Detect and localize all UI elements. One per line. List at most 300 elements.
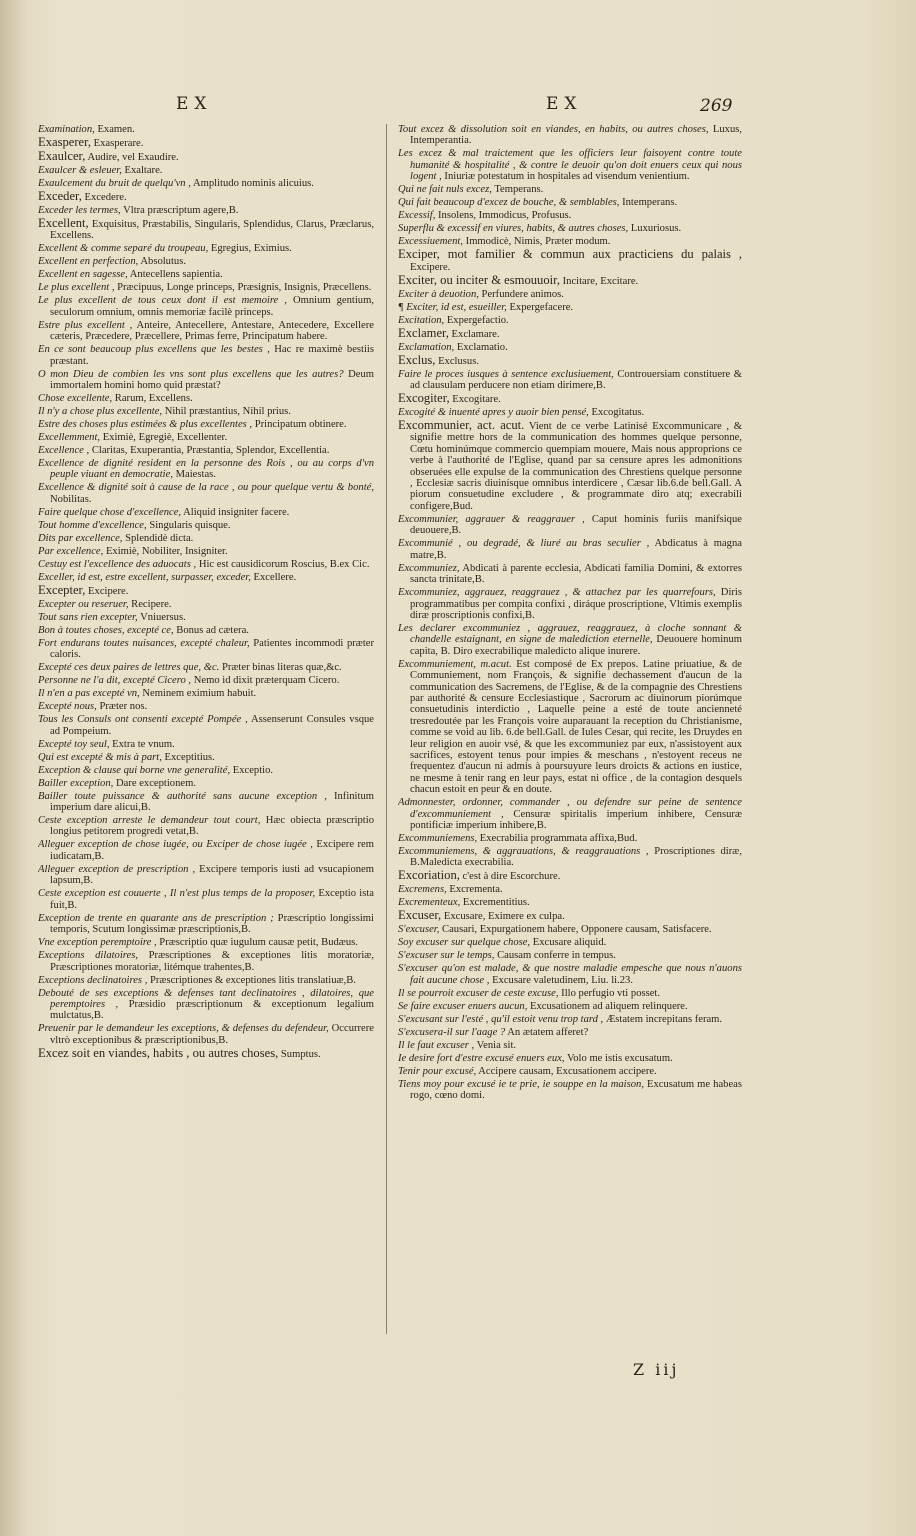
entry-headword: Excommunier, aggrauer & reaggrauer ,	[398, 513, 585, 525]
entry-headword: Se faire excuser enuers aucun,	[398, 1000, 528, 1012]
dictionary-entry	[398, 884, 742, 895]
dictionary-entry	[38, 295, 374, 318]
dictionary-entry	[38, 393, 374, 404]
entry-headword: Exciper, mot familier & commun aux practiciens du palais ,	[398, 247, 742, 262]
entry-headword: S'excuser,	[398, 924, 440, 936]
entry-gloss: Splendidè dicta.	[122, 532, 194, 544]
entry-gloss: Æstatem increpitans feram.	[603, 1013, 723, 1025]
entry-headword: Tout sans rien excepter,	[38, 611, 138, 623]
entry-gloss: Volo me istis excusatum.	[564, 1052, 673, 1064]
running-head-right: EX	[546, 94, 583, 114]
entry-gloss: Luxus, Intemperantia.	[410, 124, 742, 147]
page-number: 269	[700, 96, 733, 116]
entry-headword: Excuser,	[398, 908, 442, 923]
dictionary-entry	[38, 482, 374, 505]
entry-gloss: Exceptio ista fuit,B.	[50, 888, 374, 911]
entry-headword: Exception de trente en quarante ans de prescription ;	[38, 912, 274, 924]
entry-gloss: Immodicè, Nimis, Præter modum.	[463, 236, 611, 248]
entry-headword: Excepté nous,	[38, 701, 97, 713]
entry-headword: Exaulcer & esleuer,	[38, 165, 122, 176]
entry-gloss: An ætatem afferet?	[505, 1026, 589, 1038]
entry-headword: Exception & clause qui borne vne generalité,	[38, 764, 231, 776]
entry-gloss: Excusare aliquid.	[530, 937, 607, 949]
entry-gloss: Excusare, Eximere ex culpa.	[441, 911, 565, 923]
entry-gloss: Accipere causam, Excusationem accipere.	[476, 1065, 657, 1077]
entry-headword: Dits par excellence,	[38, 532, 123, 544]
entry-headword: Le plus excellent de tous ceux dont il est memoire ,	[38, 295, 287, 307]
entry-gloss: Expergefacere.	[506, 301, 574, 313]
entry-gloss: Excogitare.	[449, 394, 501, 406]
dictionary-entry	[38, 419, 374, 430]
entry-gloss: Expergefactio.	[444, 314, 509, 326]
entry-headword: Faire le proces iusques à sentence exclusiuement,	[398, 368, 614, 380]
dictionary-entry	[38, 599, 374, 610]
dictionary-entry	[38, 638, 374, 661]
entry-headword: Tout homme d'excellence,	[38, 519, 147, 531]
entry-gloss: Egregius, Eximius.	[208, 243, 292, 255]
dictionary-entry	[398, 1040, 742, 1051]
entry-gloss: Extra te vnum.	[109, 738, 175, 750]
entry-headword: S'excusera-il sur l'aage ?	[398, 1026, 506, 1038]
entry-headword: Cestuy est l'excellence des aduocats ,	[38, 558, 197, 570]
entry-gloss: Singularis quisque.	[146, 519, 231, 531]
entry-headword: Par excellence,	[38, 545, 104, 557]
entry-headword: Le plus excellent ,	[38, 282, 115, 294]
dictionary-entry	[38, 975, 374, 986]
dictionary-entry	[398, 659, 742, 796]
dictionary-entry	[398, 420, 742, 512]
dictionary-entry	[398, 1079, 742, 1102]
entry-headword: Superflu & excessif en viures, habits, & autres choses,	[398, 223, 629, 235]
dictionary-entry	[398, 797, 742, 831]
entry-gloss: Præcipuus, Longe princeps, Præsignis, Insignis, Præcellens.	[114, 282, 372, 294]
entry-gloss: Excusare valetudinem, Liu. li.23.	[489, 974, 634, 986]
entry-gloss: Exceptitius.	[161, 751, 215, 763]
entry-gloss: Incitare, Excitare.	[559, 275, 639, 287]
entry-gloss: Neminem eximium habuit.	[139, 688, 257, 700]
entry-gloss: Audire, vel Exaudire.	[85, 152, 179, 163]
dictionary-entry	[38, 625, 374, 636]
dictionary-entry	[38, 839, 374, 862]
entry-headword: S'excuser qu'on est malade, & que nostre maladie empesche que nous n'auons fait aucune chose ,	[398, 963, 742, 986]
dictionary-entry	[38, 612, 374, 623]
entry-gloss: Exquisitus, Præstabilis, Singularis, Splendidus, Clarus, Præclarus, Excellens.	[50, 219, 374, 242]
entry-headword: Exclamer,	[398, 325, 449, 340]
dictionary-entry	[38, 269, 374, 280]
dictionary-entry	[398, 1001, 742, 1012]
entry-headword: Exciter, ou inciter & esmouuoir,	[398, 272, 560, 287]
entry-gloss: Maiestas.	[172, 469, 216, 481]
dictionary-entry	[38, 888, 374, 911]
dictionary-entry	[398, 937, 742, 948]
dictionary-entry	[398, 1053, 742, 1064]
entry-gloss: Præscriptiones & exceptiones litis translatiuæ,B.	[147, 974, 356, 986]
entry-headword: ¶ Exciter, id est, esueiller,	[398, 301, 507, 313]
running-head-left: EX	[176, 94, 213, 114]
entry-headword: Debouté de ses exceptions & defenses tant declinatoires , dilatoires, que peremptoires ,	[38, 987, 374, 1010]
entry-headword: Excommuniemens,	[398, 833, 478, 844]
dictionary-entry	[398, 870, 742, 882]
entry-headword: Excepter,	[38, 582, 86, 597]
entry-headword: Qui est excepté & mis à part,	[38, 751, 162, 763]
dictionary-entry	[398, 210, 742, 221]
entry-headword: Excellent en sagesse,	[38, 269, 128, 281]
entry-gloss: Bonus ad cætera.	[173, 624, 249, 636]
dictionary-entry	[398, 393, 742, 405]
entry-headword: Il le faut excuser ,	[398, 1039, 475, 1051]
entry-gloss: Deum immortalem homini homo quid præstat?	[50, 368, 374, 392]
dictionary-entry	[38, 458, 374, 481]
entry-gloss: Examen.	[94, 124, 135, 135]
dictionary-entry	[38, 572, 374, 583]
dictionary-entry	[38, 950, 374, 973]
dictionary-entry	[38, 218, 374, 242]
entry-gloss: Vltra præscriptum agere,B.	[120, 205, 239, 216]
dictionary-entry	[398, 963, 742, 986]
dictionary-entry	[38, 791, 374, 814]
entry-headword: Excommunié , ou degradé, & liuré au bras seculier ,	[398, 538, 650, 550]
entry-gloss: Exclamare.	[448, 328, 500, 340]
entry-gloss: Caput hominis furiis manifsique deuouere,B.	[410, 513, 742, 537]
entry-gloss: Assenserunt Consules vsque ad Pompeium.	[50, 714, 374, 737]
entry-gloss: Nemo id dixit præterquam Cicero.	[191, 675, 340, 687]
entry-gloss: Hæc obiecta præscriptio longius petitorem progredi vetat,B.	[50, 815, 374, 838]
dictionary-entry	[398, 1066, 742, 1077]
entry-headword: Exaulcer,	[38, 149, 86, 163]
dictionary-entry	[38, 445, 374, 456]
entry-headword: Exciter à deuotion,	[398, 288, 479, 300]
entry-headword: Tous les Consuls ont consenti excepté Pompée ,	[38, 714, 248, 726]
dictionary-entry	[38, 243, 374, 254]
entry-gloss: Exceptio.	[230, 764, 274, 776]
dictionary-entry	[38, 752, 374, 763]
dictionary-entry	[38, 369, 374, 392]
dictionary-entry	[38, 582, 374, 597]
entry-gloss: Excusationem ad aliquem relinquere.	[527, 1000, 688, 1012]
dictionary-entry	[38, 546, 374, 557]
dictionary-entry	[38, 178, 374, 189]
entry-gloss: Insolens, Immodicus, Profusus.	[435, 210, 572, 222]
dictionary-entry	[38, 937, 374, 948]
entry-gloss: Iniuriæ potestatum in hospitales ad visendum venientium.	[441, 171, 690, 183]
entry-gloss: Anteire, Antecellere, Antestare, Antecedere, Excellere cæteris, Præcedere, Præcellere, Primas ferre, Principatum habere.	[50, 319, 374, 343]
entry-headword: Ceste exception est couuerte , Il n'est plus temps de la proposer,	[38, 888, 316, 900]
entry-headword: Excitation,	[398, 314, 445, 326]
entry-gloss: Præscriptiones & exceptiones litis moratoriæ, Præscriptiones moratoriæ, litémque trahentes,B.	[50, 950, 374, 973]
dictionary-entry	[38, 778, 374, 789]
entry-headword: Excellence & dignité soit à cause de la race , ou pour quelque vertu & bonté,	[38, 482, 374, 494]
entry-gloss: Controuersiam constituere & ad clausulam perducere non etiam dirimere,B.	[410, 368, 742, 392]
entry-gloss: Aliquid insigniter facere.	[181, 506, 290, 518]
dictionary-entry	[38, 320, 374, 343]
left-column	[38, 124, 374, 1336]
entry-headword: Excepté toy seul,	[38, 738, 110, 750]
dictionary-entry	[38, 124, 374, 135]
dictionary-entry	[398, 272, 742, 287]
entry-gloss: Rarum, Excellens.	[112, 393, 193, 405]
dictionary-entry	[398, 369, 742, 392]
entry-headword: Il se pourroit excuser de ceste excuse,	[398, 987, 559, 999]
column-rule	[386, 124, 387, 1334]
dictionary-entry	[38, 282, 374, 293]
entry-gloss: Principatum obtinere.	[252, 419, 347, 431]
dictionary-entry	[38, 533, 374, 544]
dictionary-entry	[38, 256, 374, 267]
entry-gloss: Excusatum me habeas rogo, cœno domi.	[410, 1078, 742, 1102]
entry-headword: O mon Dieu de combien les vns sont plus excellens que les autres?	[38, 368, 344, 380]
entry-gloss: Eximiè, Nobiliter, Insigniter.	[103, 545, 228, 557]
entry-headword: Estre plus excellent ,	[38, 319, 133, 331]
entry-headword: Excepté ces deux paires de lettres que, &c.	[38, 662, 220, 674]
entry-gloss: Nobilitas.	[50, 493, 92, 505]
entry-gloss: Temperans.	[491, 184, 544, 196]
entry-headword: Il n'y a chose plus excellente,	[38, 406, 163, 418]
entry-gloss: Nihil præstantius, Nihil prius.	[162, 406, 291, 418]
dictionary-entry	[398, 833, 742, 844]
entry-gloss: Excipere rem iudicatam,B.	[50, 839, 374, 862]
entry-gloss: Præsidio præscriptionum & exceptionum legalium mulctatus,B.	[50, 998, 374, 1022]
entry-headword: Excogité & inuenté apres y auoir bien pensé,	[398, 407, 589, 419]
entry-headword: Exasperer,	[38, 135, 91, 149]
entry-headword: Excremens,	[398, 884, 447, 896]
dictionary-entry	[38, 913, 374, 936]
entry-gloss: Excipere temporis iusti ad vsucapionem lapsum,B.	[50, 863, 374, 887]
dictionary-entry	[38, 559, 374, 570]
dictionary-entry	[38, 191, 374, 203]
dictionary-entry	[398, 988, 742, 999]
entry-headword: Exceptions dilatoires,	[38, 950, 138, 962]
entry-gloss: Excellere.	[250, 571, 297, 583]
entry-gloss: Exaltare.	[121, 165, 163, 176]
dictionary-entry	[38, 988, 374, 1022]
entry-gloss: Antecellens sapientia.	[127, 269, 223, 281]
entry-headword: Excessif,	[398, 210, 436, 222]
entry-headword: En ce sont beaucoup plus excellens que les bestes ,	[38, 344, 270, 356]
entry-gloss: Recipere.	[128, 598, 172, 610]
entry-gloss: Hic est causidicorum Roscius, B.ex Cic.	[196, 558, 370, 570]
dictionary-entry	[398, 315, 742, 326]
entry-gloss: Vient de ce verbe Latinisé Excommunicare , & signifie mettre hors de la communication des hommes quelque personne, Cœtu hominúmque commercio quempiam mouere, Mais nous approprions ce verbe à l'authorité de l'Eglise, quand par sa censure apres les admonitions obseruées elle expulse de la communication des Chrestiens quelque personne , Ecclesiæ sacris diuinísque omnibus interdicere , Cæsar lib.6.de bell.Gall. A piorum consuetudine excludere , & programmate diro atq; execrabili configere,Bud.	[410, 421, 742, 512]
dictionary-entry	[38, 1023, 374, 1046]
entry-gloss: Est composé de Ex prepos. Latine priuatiue, & de Communiement, nom François, & signifie dechassement d'aucun de la communication des Sacremens, de l'Eglise, & de la compagnie des Chrestiens par authorité & censure Ecclesiastique , Sacrorum ac diuinorum piorúmque consuetudinis interdictio , Laquelle peine a esté de toute ancienneté tresredoutée par les François voire auparauant la reception du Christianisme, comme se void au lib. 6.de bell.Gall. de Iules Cesar, qui recite, les Druydes en leur religion en auoir vsé, & que les excommuniez par eux, n'assistoyent aux sacrifices, estoyent tenus pour impies & meschans , n'estoyent receus ne frequentez d'aucun ni admis à poursuyure leurs droicts & actions en iustice, ne mesme à tenir rang en leur pays, estat ni office , de la contagion desquels chacun estoit en peur & en doute.	[410, 658, 742, 796]
entry-gloss: Diris programmatibus per compita confixi , diráque proscriptione, Vltimis exemplis diræ proscriptionis confixi,B.	[410, 587, 742, 621]
entry-gloss: Exasperare.	[91, 138, 144, 149]
entry-gloss: Hac re maximè bestiis præstant.	[50, 344, 374, 367]
entry-gloss: Præscriptio quæ iugulum causæ petit, Budæus.	[156, 937, 358, 949]
dictionary-entry	[38, 714, 374, 737]
entry-headword: Excez soit en viandes, habits , ou autres choses,	[38, 1045, 279, 1060]
entry-headword: Alleguer exception de chose iugée, ou Exciper de chose iugée ,	[38, 839, 313, 851]
dictionary-entry	[38, 688, 374, 699]
dictionary-entry	[38, 864, 374, 887]
entry-gloss: Causam conferre in tempus.	[494, 950, 616, 962]
dictionary-entry	[38, 675, 374, 686]
dictionary-entry	[38, 739, 374, 750]
dictionary-entry	[38, 507, 374, 518]
entry-headword: Excessiuement,	[398, 236, 464, 248]
dictionary-entry	[38, 701, 374, 712]
dictionary-entry	[398, 910, 742, 922]
entry-headword: Qui fait beaucoup d'excez de bouche, & semblables,	[398, 197, 620, 209]
entry-headword: Personne ne l'a dit, excepté Cicero ,	[38, 675, 192, 687]
entry-headword: Il n'en a pas excepté vn,	[38, 688, 140, 700]
entry-headword: Excrementeux,	[398, 897, 461, 909]
entry-gloss: Perfundere animos.	[478, 288, 564, 300]
dictionary-entry	[398, 352, 742, 367]
entry-headword: Exceder les termes,	[38, 205, 121, 216]
entry-gloss: Vniuersus.	[137, 611, 186, 623]
entry-headword: Excellemment,	[38, 432, 101, 444]
entry-headword: Admonnester, ordonner, commander , ou defendre sur peine de sentence d'excommuniement ,	[398, 797, 742, 820]
entry-gloss: Abdicati à parente ecclesia, Abdicati familia Domini, & extorres sancta trinitate,B.	[410, 562, 742, 586]
entry-headword: Excommunier, act. acut.	[398, 418, 525, 433]
entry-gloss: Dare exceptionem.	[113, 777, 196, 789]
dictionary-entry	[38, 137, 374, 149]
entry-gloss: Causari, Expurgationem habere, Opponere causam, Satisfacere.	[439, 924, 712, 936]
entry-gloss: Amplitudo nominis alicuius.	[190, 178, 314, 189]
dictionary-entry	[38, 205, 374, 216]
entry-headword: Excommuniez,	[398, 562, 460, 574]
entry-gloss: Excedere.	[81, 192, 127, 203]
dictionary-entry	[38, 662, 374, 673]
dictionary-entry	[38, 520, 374, 531]
entry-gloss: Absolutus.	[138, 256, 186, 268]
dictionary-entry	[398, 1014, 742, 1025]
entry-headword: Bailler exception,	[38, 777, 114, 789]
entry-headword: Excellent,	[38, 216, 89, 230]
dictionary-entry	[398, 184, 742, 195]
entry-headword: Excogiter,	[398, 391, 450, 406]
entry-gloss: Excipere.	[85, 585, 129, 597]
entry-headword: Alleguer exception de prescription ,	[38, 863, 196, 875]
entry-headword: Exclamation,	[398, 341, 455, 353]
dictionary-entry	[398, 236, 742, 247]
entry-gloss: Eximiè, Egregiè, Excellenter.	[100, 432, 228, 444]
entry-headword: Vne exception peremptoire ,	[38, 937, 157, 949]
entry-headword: Excommuniement, m.acut.	[398, 658, 512, 670]
dictionary-entry	[38, 151, 374, 163]
dictionary-entry	[398, 924, 742, 935]
entry-headword: Excellent & comme separé du troupeau,	[38, 243, 209, 255]
entry-gloss: Præter binas literas quæ,&c.	[219, 662, 342, 674]
entry-headword: Soy excuser sur quelque chose,	[398, 937, 531, 949]
dictionary-entry	[398, 223, 742, 234]
dictionary-entry	[398, 148, 742, 182]
entry-headword: Excommuniez, aggrauez, reaggrauez , & attachez par les quarrefours,	[398, 587, 716, 599]
entry-headword: S'excuser sur le temps,	[398, 950, 495, 962]
entry-headword: Exaulcement du bruit de quelqu'vn ,	[38, 178, 191, 189]
entry-headword: Bailler toute puissance & authorité sans aucune exception ,	[38, 790, 327, 802]
entry-headword: Chose excellente,	[38, 393, 113, 405]
entry-headword: Exceptions declinatoires ,	[38, 974, 148, 986]
entry-gloss: Excipere.	[410, 261, 451, 273]
entry-headword: Fort endurans toutes nuisances, excepté chaleur,	[38, 637, 250, 649]
entry-headword: Tenir pour excusé,	[398, 1065, 477, 1077]
entry-gloss: Luxuriosus.	[628, 223, 682, 235]
entry-headword: Tiens moy pour excusé ie te prie, ie souppe en la maison,	[398, 1078, 644, 1090]
entry-headword: S'excusant sur l'esté , qu'il estoit venu trop tard ,	[398, 1013, 604, 1025]
entry-headword: Qui ne fait nuls excez,	[398, 184, 492, 196]
entry-gloss: Execrabilia programmata affixa,Bud.	[477, 833, 638, 844]
dictionary-entry	[398, 563, 742, 586]
entry-gloss: Excogitatus.	[588, 407, 645, 419]
entry-headword: Exceller, id est, estre excellent, surpasser, exceder,	[38, 571, 251, 583]
dictionary-entry	[398, 342, 742, 353]
dictionary-entry	[398, 897, 742, 908]
entry-gloss: Præscriptio longissimi temporis, Scutum longissimæ præscriptionis,B.	[50, 912, 374, 936]
entry-headword: Excommuniemens, & aggrauations, & reaggrauations ,	[398, 846, 649, 857]
dictionary-entry	[38, 815, 374, 838]
facing-page-edge	[0, 380, 14, 1000]
entry-headword: Excoriation,	[398, 868, 460, 883]
dictionary-entry	[38, 765, 374, 776]
entry-gloss: Claritas, Exuperantia, Præstantia, Splendor, Excellentia.	[89, 445, 330, 457]
entry-headword: Faire quelque chose d'excellence,	[38, 506, 182, 518]
dictionary-entry	[398, 197, 742, 208]
entry-gloss: Proscriptiones diræ, B.Maledicta execrabilia.	[410, 846, 742, 869]
dictionary-entry	[398, 1027, 742, 1038]
entry-headword: Bon à toutes choses, excepté ce,	[38, 624, 174, 636]
dictionary-entry	[38, 432, 374, 443]
dictionary-entry	[38, 165, 374, 176]
entry-gloss: Occurrere vltrò exceptionibus & præscriptionibus,B.	[50, 1023, 374, 1046]
entry-gloss: c'est à dire Escorchure.	[459, 871, 561, 883]
entry-headword: Exclus,	[398, 352, 436, 367]
entry-gloss: Præter nos.	[96, 701, 148, 713]
signature-mark: Z iij	[633, 1360, 680, 1379]
dictionary-entry	[398, 124, 742, 147]
dictionary-entry	[398, 950, 742, 961]
entry-gloss: Sumptus.	[278, 1048, 321, 1060]
dictionary-entry	[398, 514, 742, 537]
entry-headword: Excellence de dignité resident en la personne des Rois , ou au corps d'vn peuple viuant en democratie,	[38, 458, 374, 481]
right-column	[398, 124, 742, 1356]
entry-gloss: Excrementa.	[446, 884, 503, 896]
entry-gloss: Patientes incommodi præter caloris.	[50, 637, 374, 661]
entry-headword: Les excez & mal traictement que les officiers leur faisoyent contre toute humanité & hospitalité , & contre le deuoir qu'on doit enuers ceux qui nous logent ,	[398, 148, 742, 183]
dictionary-entry	[398, 289, 742, 300]
entry-headword: Preuenir par le demandeur les exceptions, & defenses du defendeur,	[38, 1023, 329, 1035]
dictionary-entry	[398, 587, 742, 621]
entry-headword: Ie desire fort d'estre excusé enuers eux,	[398, 1052, 565, 1064]
dictionary-entry	[398, 249, 742, 273]
entry-headword: Tout excez & dissolution soit en viandes, en habits, ou autres choses,	[398, 124, 709, 135]
entry-gloss: Deuouere hominum capita, B. Diro execrabilique maledicto alique inurere.	[410, 634, 742, 657]
entry-headword: Excellence ,	[38, 445, 90, 457]
dictionary-entry	[398, 538, 742, 561]
entry-gloss: Illo perfugio vti posset.	[558, 987, 661, 999]
entry-gloss: Excrementitius.	[460, 897, 530, 909]
dictionary-entry	[398, 623, 742, 657]
dictionary-entry	[38, 1045, 374, 1060]
entry-headword: Exceder,	[38, 189, 82, 203]
entry-gloss: Censuræ spiritalis imperium inhibere, Censuræ pontificiæ imperium inhibere,B.	[410, 808, 742, 831]
dictionary-entry	[398, 407, 742, 418]
entry-gloss: Abdicatus à magna matre,B.	[410, 538, 742, 561]
dictionary-entry	[38, 344, 374, 367]
entry-gloss: Infinitum imperium dare alicui,B.	[50, 790, 374, 814]
entry-gloss: Exclusus.	[435, 355, 479, 367]
entry-headword: Les declarer excommuniez , aggrauez, reaggrauez, à cloche sonnant & chandelle estaignant, en signe de malediction eternelle,	[398, 622, 742, 646]
entry-gloss: Venia sit.	[474, 1039, 517, 1051]
dictionary-entry	[398, 325, 742, 340]
entry-headword: Ceste exception arreste le demandeur tout court,	[38, 815, 261, 827]
entry-gloss: Exclamatio.	[454, 341, 508, 353]
entry-gloss: Intemperans.	[619, 197, 678, 209]
entry-headword: Examination,	[38, 124, 95, 135]
entry-headword: Excellent en perfection,	[38, 256, 139, 268]
dictionary-entry	[38, 406, 374, 417]
